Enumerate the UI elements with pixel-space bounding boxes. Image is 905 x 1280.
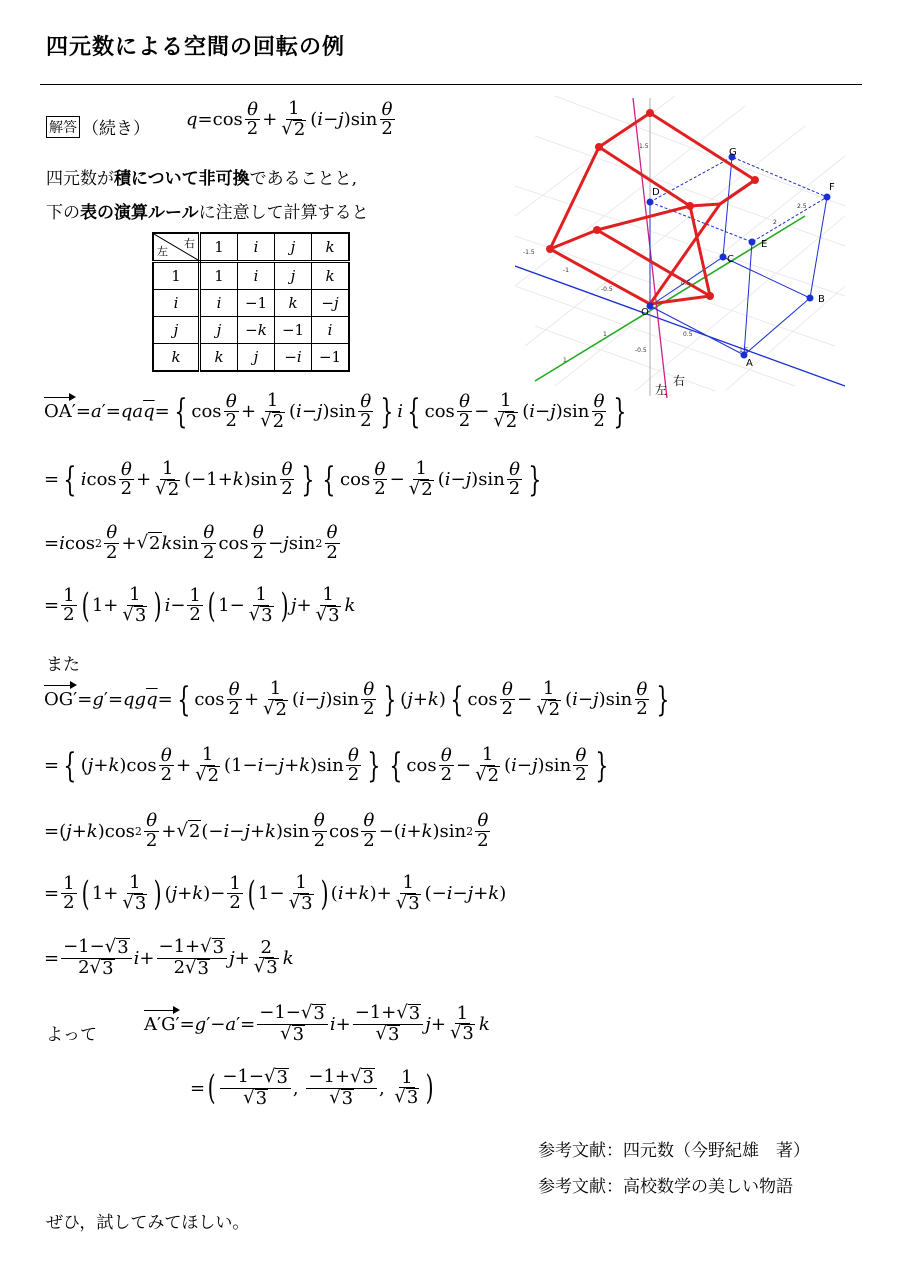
label-right: 右 — [673, 374, 686, 388]
table-cell: −i — [275, 344, 312, 372]
label-B: B — [818, 294, 825, 305]
tick-label: -1.5 — [523, 249, 535, 256]
table-cell: j — [275, 262, 312, 290]
tick-label: 1.5 — [739, 347, 749, 354]
table-cell: i — [200, 290, 238, 317]
table-cell: j — [200, 317, 238, 344]
table-cell: −1 — [312, 344, 350, 372]
tick-label: 0.5 — [683, 331, 693, 338]
equation-og-2: = { ( j + k )cos $\frac{\theta}{2}$ + 1 √ 2 (1− i − j + k )sin $\frac{\theta}{2}$ } { cos $\frac{\theta}{2}$ − 1 √ 2 ( i − j )sin $\frac{\theta}{2}$ } — [44, 744, 608, 786]
equation-og-3: =( j + k )cos 2 $\frac{\theta}{2}$ + √ 2 (− i − j + k )sin $\frac{\theta}{2}$ cos $\frac{\theta}{2}$ −( i + k )sin 2 $\frac{\theta}{2}$ — [44, 810, 489, 851]
label-left: 左 — [655, 383, 668, 397]
intro-text: であることと, — [249, 169, 358, 189]
answer-line — [46, 114, 150, 139]
table-cell: i — [238, 262, 275, 290]
intro-text: 下の — [46, 203, 80, 223]
label-G: G — [729, 147, 737, 158]
table-cell: −1 — [275, 317, 312, 344]
q-definition: q =cos $\frac{\theta}{2}$ + 1 √ 2 ( i − j )sin $\frac{\theta}{2}$ — [186, 98, 393, 140]
equation-oa-1: OA′ = a ′= $qa\overline{q}$ = { cos $\frac{\theta}{2}$ + 1 √ 2 ( i − j )sin $\frac{\theta}{2}$ } i { cos $\frac{\theta}{2}$ − 1 √ 2 ( i − j )sin $\frac{\theta}{2}$ } — [44, 390, 627, 432]
intro-line-1 — [46, 164, 357, 189]
tick-label: 2 — [773, 219, 777, 226]
equation-oa-2: = { i cos $\frac{\theta}{2}$ + 1 √ 2 (−1+ k )sin $\frac{\theta}{2}$ } { cos $\frac{\theta}{2}$ − 1 √ 2 ( i − j )sin $\frac{\theta}{2}$ } — [44, 458, 542, 500]
table-cell: k — [312, 262, 350, 290]
table-cell: i — [312, 317, 350, 344]
tick-label: -1 — [563, 267, 569, 274]
reference-2: 参考文献：高校数学の美しい物語 — [538, 1177, 793, 1197]
table-cell: k — [200, 344, 238, 372]
intro-line-2 — [46, 198, 369, 223]
table-row-label: k — [153, 344, 200, 372]
bottom-labels — [655, 374, 685, 397]
equation-ag-vector: = ( −1− √ 3 √ 3 , −1+ √ 3 √ 3 , 1 √ 3 ) — [190, 1066, 434, 1109]
tick-label: 1.5 — [639, 143, 649, 150]
label-E: E — [761, 239, 768, 250]
tick-label: 1 — [563, 357, 567, 364]
intro-text: に注意して計算すると — [198, 203, 369, 223]
rotation-3d-figure — [515, 96, 860, 401]
quaternion-multiplication-table — [152, 232, 350, 372]
corner-left-label: 左 — [157, 245, 168, 258]
table-cell: −k — [238, 317, 275, 344]
label-F: F — [829, 182, 835, 193]
equation-oa-4: = $\frac{1}{2}$ ( 1+ 1 √ 3 ) i − $\frac{1}{2}$ ( 1− 1 √ 3 ) j + 1 √ 3 k — [44, 584, 356, 626]
intro-bold-table-rule: 表の演算ルール — [80, 203, 199, 223]
table-row-label: 1 — [153, 262, 200, 290]
intro-bold-noncommutative: 積について非可換 — [114, 169, 250, 189]
table-row-label: i — [153, 290, 200, 317]
table-header-cell: j — [275, 233, 312, 262]
therefore-label: よって — [46, 1025, 97, 1045]
equation-og-4: = $\frac{1}{2}$ ( 1+ 1 √ 3 ) ( j + k )− $\frac{1}{2}$ ( 1− 1 √ 3 ) ( i + k )+ 1 √ 3 (− i − j + k ) — [44, 872, 507, 914]
answer-tag: 解答 — [46, 116, 80, 138]
tick-label: 2.5 — [797, 203, 807, 210]
table-cell: −j — [312, 290, 350, 317]
equation-ag: A′G′ = g ′− a ′= −1− √ 3 √ 3 i + −1+ √ 3 √ 3 j + 1 √ 3 k — [144, 1002, 490, 1045]
tick-label: 1 — [603, 331, 607, 338]
table-cell: k — [275, 290, 312, 317]
table-corner-cell — [153, 233, 200, 262]
page-title: 四元数による空間の回転の例 — [46, 35, 346, 60]
reference-1: 参考文献：四元数（今野紀雄 著） — [538, 1141, 810, 1161]
table-header-cell: i — [238, 233, 275, 262]
closing-text: ぜひ，試してみてほしい。 — [46, 1213, 250, 1233]
tick-label: -0.5 — [635, 347, 647, 354]
corner-right-label: 右 — [184, 237, 195, 250]
label-O: O — [641, 307, 649, 318]
tick-label: 0.5 — [681, 280, 691, 287]
also-label: また — [46, 655, 80, 675]
table-header-cell: k — [312, 233, 350, 262]
continued-label: （続き） — [82, 119, 150, 139]
label-A: A — [746, 358, 753, 369]
title-divider — [40, 84, 862, 85]
table-row-label: j — [153, 317, 200, 344]
table-header-cell: 1 — [200, 233, 238, 262]
axis-blue — [515, 266, 845, 386]
equation-oa-3: = i cos 2 $\frac{\theta}{2}$ + √ 2 k sin $\frac{\theta}{2}$ cos $\frac{\theta}{2}$ − j sin 2 $\frac{\theta}{2}$ — [44, 522, 338, 563]
intro-text: 四元数が — [46, 169, 114, 189]
label-C: C — [727, 254, 734, 265]
table-cell: j — [238, 344, 275, 372]
table-cell: −1 — [238, 290, 275, 317]
equation-og-5: = −1− √ 3 2 √ 3 i + −1+ √ 3 2 √ 3 j + 2 √ 3 k — [44, 936, 294, 979]
label-D: D — [652, 187, 660, 198]
table-cell: 1 — [200, 262, 238, 290]
equation-og-1: OG′ = g ′= $qg\overline{q}$ = { cos $\frac{\theta}{2}$ + 1 √ 2 ( i − j )sin $\frac{\theta}{2}$ } ( j + k ) { cos $\frac{\theta}{2}$ − 1 √ 2 ( i − j )sin $\frac{\theta}{2}$ } — [44, 678, 669, 720]
tick-label: -0.5 — [601, 286, 613, 293]
